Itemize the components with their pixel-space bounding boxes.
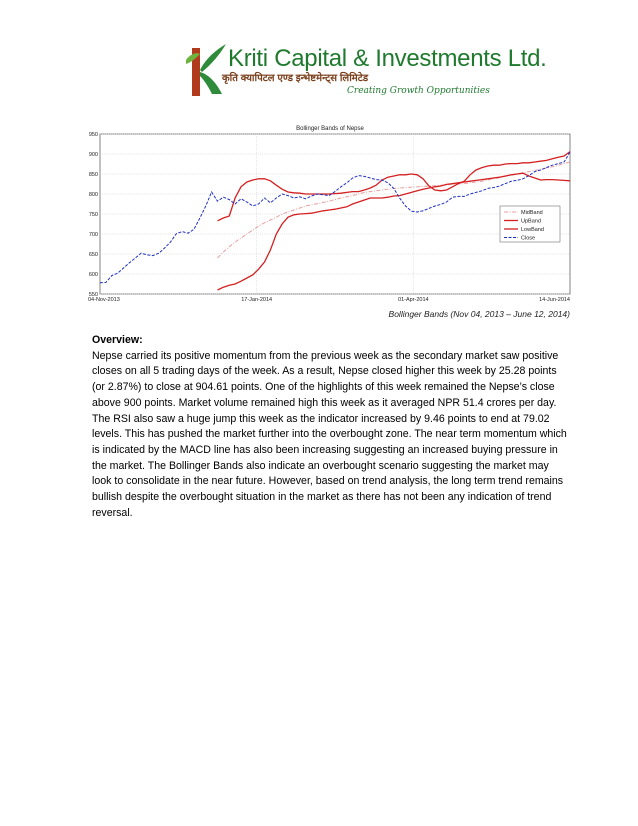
legend-label: MidBand — [521, 210, 543, 216]
y-tick-label: 550 — [88, 292, 98, 298]
legend-label: Close — [521, 235, 536, 242]
y-tick-label: 600 — [88, 272, 98, 278]
x-tick-label: 14-Jun-2014 — [539, 297, 570, 303]
y-tick-label: 950 — [88, 132, 98, 138]
x-tick-label: 04-Nov-2013 — [88, 297, 120, 303]
x-tick-label: 17-Jan-2014 — [241, 297, 273, 303]
bollinger-chart — [80, 120, 575, 304]
leaf-k-logo-icon — [182, 40, 230, 98]
y-tick-label: 750 — [88, 212, 98, 218]
overview-heading: Overview: — [92, 334, 143, 346]
legend-label: LowBand — [521, 227, 544, 233]
y-tick-label: 850 — [88, 172, 98, 178]
y-tick-label: 650 — [88, 252, 98, 258]
overview-body: Nepse carried its positive momentum from the previous week as the secondary market saw positive closes on all 5 trading days of the week. As a result, Nepse closed higher this week by 25.28 points (or 2.87%) to close at 904.61 points. One of the highlights of this week remained the Nepse’s close above 900 points. Market volume remained high this week as it averaged NPR 51.4 crores per day. The RSI also saw a huge jump this week as the indicator increased by 9.46 points to end at 79.02 levels. This has pushed the market further into the overbought zone. The near term momentum which is indicated by the MACD line has also been increasing suggesting an increased buying pressure in the market. The Bollinger Bands also indicate an overbought scenario suggesting the market may look to consolidate in the near future. However, based on trend analysis, the long term trend remains bullish despite the overbought situation in the market as there has not been any indication of trend reversal. — [92, 349, 567, 519]
x-tick-label: 01-Apr-2014 — [398, 297, 429, 303]
logo-tagline: Creating Growth Opportunities — [347, 86, 490, 96]
y-tick-label: 700 — [88, 232, 98, 238]
overview-section — [92, 333, 570, 521]
company-logo — [182, 40, 547, 102]
chart-caption: Bollinger Bands (Nov 04, 2013 – June 12, 2014) — [388, 309, 570, 319]
y-tick-label: 800 — [88, 192, 98, 198]
logo-hindi-name: कृति क्यापिटल एण्ड इन्भेष्टमेन्ट्स लिमिटेड — [222, 73, 369, 84]
bollinger-chart-svg — [80, 120, 575, 304]
legend-label: UpBand — [521, 218, 541, 225]
y-tick-label: 900 — [88, 152, 98, 158]
chart-title: Bollinger Bands of Nepse — [296, 126, 364, 132]
logo-title: Kriti Capital & Investments Ltd. — [228, 45, 547, 72]
